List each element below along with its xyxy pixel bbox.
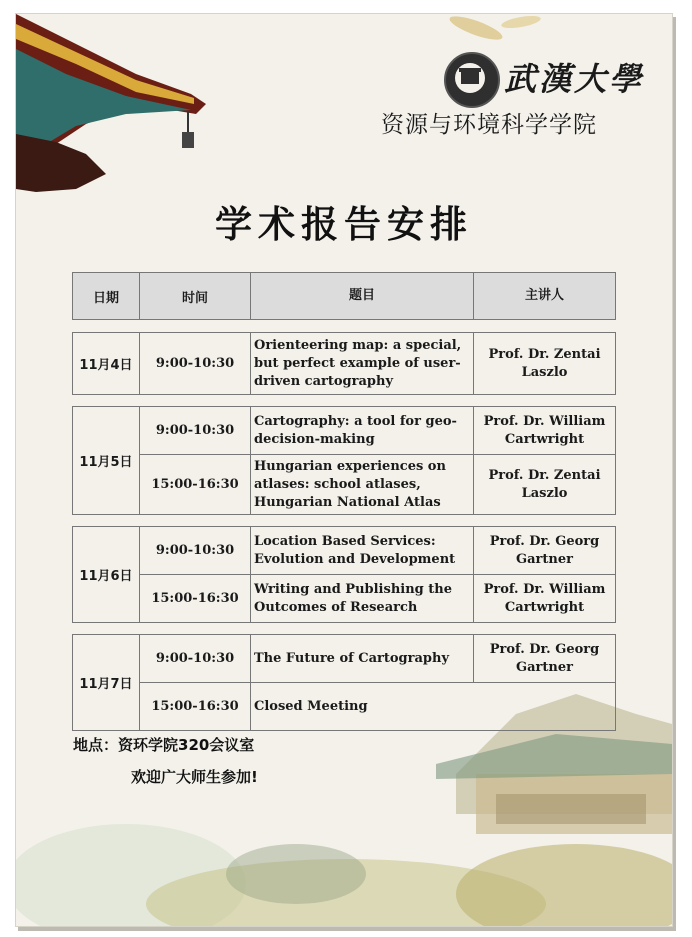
- time-cell: 15:00-16:30: [140, 455, 251, 515]
- time-cell: 15:00-16:30: [140, 575, 251, 623]
- topic-cell: Location Based Services: Evolution and Development: [251, 527, 474, 575]
- header-time: 时间: [140, 273, 251, 320]
- date-cell: 11月6日: [73, 527, 140, 623]
- topic-cell: Writing and Publishing the Outcomes of Research: [251, 575, 474, 623]
- university-seal-logo: [444, 52, 500, 108]
- welcome-text: 欢迎广大师生参加!: [131, 768, 258, 786]
- poster: [15, 13, 673, 927]
- pagoda-eave-illustration: [16, 14, 216, 204]
- venue-text: 地点：资环学院320会议室: [73, 736, 255, 754]
- school-name: 资源与环境科学学院: [381, 112, 597, 138]
- table-header-row: [73, 273, 616, 320]
- topic-cell: The Future of Cartography: [251, 635, 474, 683]
- table-row: [73, 527, 616, 575]
- time-cell: 15:00-16:30: [140, 683, 251, 731]
- date-cell: 11月7日: [73, 635, 140, 731]
- topic-cell: Orienteering map: a special, but perfect example of user-driven cartography: [251, 333, 474, 395]
- speaker-cell: Prof. Dr. Zentai Laszlo: [474, 455, 616, 515]
- date-cell: 11月5日: [73, 407, 140, 515]
- table-row: [73, 407, 616, 455]
- topic-cell: Cartography: a tool for geo-decision-making: [251, 407, 474, 455]
- speaker-cell: Prof. Dr. Georg Gartner: [474, 527, 616, 575]
- speaker-cell: Prof. Dr. Georg Gartner: [474, 635, 616, 683]
- page-title: 学术报告安排: [215, 203, 473, 246]
- header-date: 日期: [73, 273, 140, 320]
- table-row: [73, 455, 616, 515]
- leaves-illustration: [436, 14, 546, 54]
- table-row: [73, 575, 616, 623]
- schedule-header-table: [72, 272, 616, 731]
- time-cell: 9:00-10:30: [140, 635, 251, 683]
- table-row: [73, 683, 616, 731]
- topic-cell: Hungarian experiences on atlases: school atlases, Hungarian National Atlas: [251, 455, 474, 515]
- date-cell: 11月4日: [73, 333, 140, 395]
- time-cell: 9:00-10:30: [140, 527, 251, 575]
- time-cell: 9:00-10:30: [140, 333, 251, 395]
- speaker-cell: Prof. Dr. William Cartwright: [474, 407, 616, 455]
- table-row: [73, 333, 616, 395]
- header-speaker: 主讲人: [474, 273, 616, 320]
- speaker-cell: Prof. Dr. Zentai Laszlo: [474, 333, 616, 395]
- time-cell: 9:00-10:30: [140, 407, 251, 455]
- speaker-cell: Prof. Dr. William Cartwright: [474, 575, 616, 623]
- university-name: 武漢大學: [504, 60, 645, 98]
- header-topic: 题目: [251, 273, 474, 320]
- topic-cell: Closed Meeting: [251, 683, 616, 731]
- table-row: [73, 635, 616, 683]
